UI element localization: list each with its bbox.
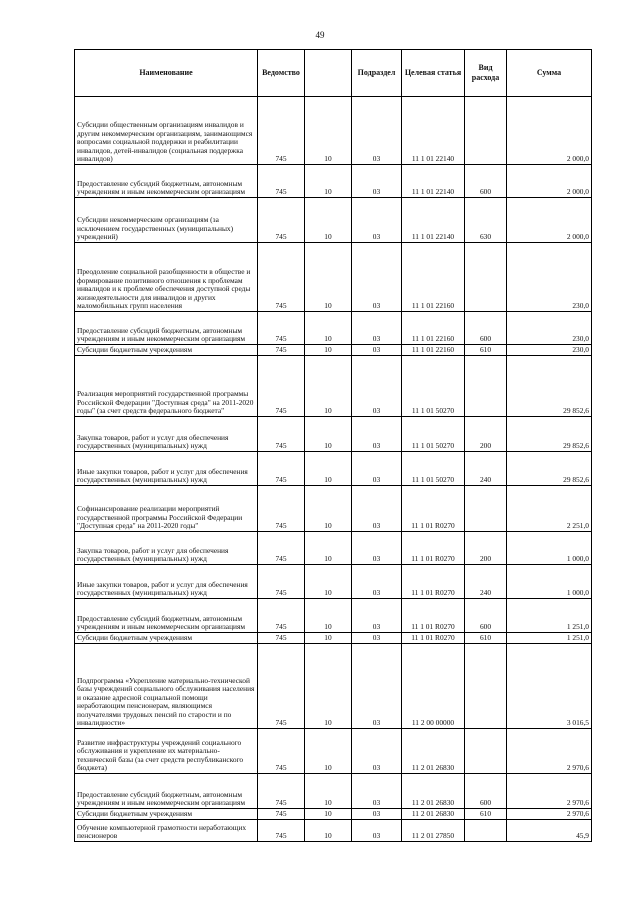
row-name: Предоставление субсидий бюджетным, автономным учреждениям и иным некоммерческим организациям xyxy=(75,312,258,345)
row-section: 10 xyxy=(305,809,352,820)
row-subsection: 03 xyxy=(352,312,402,345)
row-name: Обучение компьютерной грамотности неработающих пенсионеров xyxy=(75,820,258,842)
row-expense: 240 xyxy=(465,565,507,599)
table-row xyxy=(75,97,592,165)
row-dept: 745 xyxy=(258,532,305,565)
row-section: 10 xyxy=(305,243,352,312)
row-subsection: 03 xyxy=(352,97,402,165)
row-expense xyxy=(465,243,507,312)
row-section: 10 xyxy=(305,417,352,452)
row-sum: 45,9 xyxy=(507,820,592,842)
row-name: Закупка товаров, работ и услуг для обеспечения государственных (муниципальных) нужд xyxy=(75,417,258,452)
row-subsection: 03 xyxy=(352,644,402,729)
row-target: 11 1 01 50270 xyxy=(402,417,465,452)
row-dept: 745 xyxy=(258,633,305,644)
row-section: 10 xyxy=(305,644,352,729)
row-subsection: 03 xyxy=(352,774,402,809)
row-subsection: 03 xyxy=(352,452,402,486)
row-target: 11 1 01 50270 xyxy=(402,452,465,486)
row-target: 11 2 01 26830 xyxy=(402,774,465,809)
table-row xyxy=(75,243,592,312)
table-row xyxy=(75,165,592,198)
row-name: Предоставление субсидий бюджетным, автономным учреждениям и иным некоммерческим организациям xyxy=(75,774,258,809)
row-target: 11 1 01 R0270 xyxy=(402,532,465,565)
row-dept: 745 xyxy=(258,599,305,633)
row-target: 11 2 01 26830 xyxy=(402,729,465,774)
row-dept: 745 xyxy=(258,312,305,345)
table-row xyxy=(75,312,592,345)
row-expense: 600 xyxy=(465,774,507,809)
row-expense: 600 xyxy=(465,165,507,198)
row-sum: 2 970,6 xyxy=(507,809,592,820)
row-target: 11 1 01 50270 xyxy=(402,356,465,417)
row-sum: 1 000,0 xyxy=(507,565,592,599)
row-sum: 2 970,6 xyxy=(507,729,592,774)
header-subsection: Подраздел xyxy=(352,50,402,97)
row-sum: 230,0 xyxy=(507,345,592,356)
row-target: 11 1 01 22140 xyxy=(402,97,465,165)
row-expense xyxy=(465,729,507,774)
row-section: 10 xyxy=(305,486,352,532)
row-target: 11 1 01 22160 xyxy=(402,345,465,356)
row-name: Предоставление субсидий бюджетным, автономным учреждениям и иным некоммерческим организациям xyxy=(75,165,258,198)
row-section: 10 xyxy=(305,565,352,599)
row-name: Предоставление субсидий бюджетным, автономным учреждениям и иным некоммерческим организациям xyxy=(75,599,258,633)
header-expense: Вид расхода xyxy=(465,50,507,97)
row-sum: 2 251,0 xyxy=(507,486,592,532)
row-dept: 745 xyxy=(258,809,305,820)
row-expense: 200 xyxy=(465,532,507,565)
table-row xyxy=(75,356,592,417)
row-target: 11 1 01 22140 xyxy=(402,165,465,198)
table-row xyxy=(75,532,592,565)
row-expense: 200 xyxy=(465,417,507,452)
row-section: 10 xyxy=(305,532,352,565)
row-subsection: 03 xyxy=(352,532,402,565)
budget-table xyxy=(74,49,592,842)
row-dept: 745 xyxy=(258,729,305,774)
table-row xyxy=(75,820,592,842)
row-section: 10 xyxy=(305,312,352,345)
page-number: 49 xyxy=(315,30,325,40)
row-subsection: 03 xyxy=(352,599,402,633)
table-row xyxy=(75,452,592,486)
row-target: 11 1 01 22160 xyxy=(402,312,465,345)
table-row xyxy=(75,644,592,729)
row-section: 10 xyxy=(305,599,352,633)
row-dept: 745 xyxy=(258,644,305,729)
row-subsection: 03 xyxy=(352,565,402,599)
row-section: 10 xyxy=(305,198,352,243)
row-expense: 600 xyxy=(465,312,507,345)
row-dept: 745 xyxy=(258,452,305,486)
row-name: Иные закупки товаров, работ и услуг для обеспечения государственных (муниципальных) нужд xyxy=(75,565,258,599)
row-name: Софинансирование реализации мероприятий государственной программы Российской Федерации "Доступная среда" на 2011-2020 годы" xyxy=(75,486,258,532)
row-section: 10 xyxy=(305,820,352,842)
row-section: 10 xyxy=(305,774,352,809)
row-section: 10 xyxy=(305,165,352,198)
header-name: Наименование xyxy=(75,50,258,97)
table-row xyxy=(75,417,592,452)
row-subsection: 03 xyxy=(352,243,402,312)
table-header-row xyxy=(75,50,592,97)
row-name: Иные закупки товаров, работ и услуг для обеспечения государственных (муниципальных) нужд xyxy=(75,452,258,486)
row-section: 10 xyxy=(305,729,352,774)
row-subsection: 03 xyxy=(352,198,402,243)
row-expense: 610 xyxy=(465,633,507,644)
row-name: Субсидии некоммерческим организациям (за исключением государственных (муниципальных) учреждений) xyxy=(75,198,258,243)
row-subsection: 03 xyxy=(352,486,402,532)
row-expense xyxy=(465,356,507,417)
row-expense: 240 xyxy=(465,452,507,486)
row-name: Субсидии общественным организациям инвалидов и другим некоммерческим организациям, занимающимся вопросами социальной поддержки и реабилитации инвалидов, детей-инвалидов (социальная поддержка инвалидов) xyxy=(75,97,258,165)
row-expense: 610 xyxy=(465,345,507,356)
row-target: 11 1 01 22160 xyxy=(402,243,465,312)
row-sum: 29 852,6 xyxy=(507,452,592,486)
row-target: 11 1 01 R0270 xyxy=(402,565,465,599)
row-target: 11 2 00 00000 xyxy=(402,644,465,729)
row-expense xyxy=(465,97,507,165)
row-subsection: 03 xyxy=(352,820,402,842)
row-name: Развитие инфраструктуры учреждений социального обслуживания и укрепление их материально-технической базы (за счет средств республиканского бюджета) xyxy=(75,729,258,774)
row-dept: 745 xyxy=(258,417,305,452)
row-expense: 600 xyxy=(465,599,507,633)
table-row xyxy=(75,774,592,809)
header-dept: Ведомство xyxy=(258,50,305,97)
row-sum: 2 970,6 xyxy=(507,774,592,809)
row-expense: 610 xyxy=(465,809,507,820)
row-section: 10 xyxy=(305,356,352,417)
row-subsection: 03 xyxy=(352,345,402,356)
table-row xyxy=(75,809,592,820)
row-subsection: 03 xyxy=(352,633,402,644)
row-dept: 745 xyxy=(258,565,305,599)
header-section xyxy=(305,50,352,97)
row-target: 11 1 01 R0270 xyxy=(402,599,465,633)
row-sum: 2 000,0 xyxy=(507,97,592,165)
row-expense: 630 xyxy=(465,198,507,243)
row-sum: 29 852,6 xyxy=(507,356,592,417)
row-target: 11 1 01 22140 xyxy=(402,198,465,243)
table-row xyxy=(75,345,592,356)
table-row xyxy=(75,599,592,633)
row-dept: 745 xyxy=(258,774,305,809)
row-target: 11 2 01 26830 xyxy=(402,809,465,820)
row-sum: 1 251,0 xyxy=(507,599,592,633)
row-sum: 29 852,6 xyxy=(507,417,592,452)
row-sum: 230,0 xyxy=(507,243,592,312)
table-row xyxy=(75,198,592,243)
row-sum: 1 000,0 xyxy=(507,532,592,565)
table-row xyxy=(75,729,592,774)
row-subsection: 03 xyxy=(352,729,402,774)
row-dept: 745 xyxy=(258,345,305,356)
row-expense xyxy=(465,820,507,842)
row-subsection: 03 xyxy=(352,165,402,198)
table-row xyxy=(75,633,592,644)
row-sum: 2 000,0 xyxy=(507,198,592,243)
row-dept: 745 xyxy=(258,198,305,243)
row-section: 10 xyxy=(305,633,352,644)
row-subsection: 03 xyxy=(352,809,402,820)
row-expense xyxy=(465,486,507,532)
row-name: Закупка товаров, работ и услуг для обеспечения государственных (муниципальных) нужд xyxy=(75,532,258,565)
header-sum: Сумма xyxy=(507,50,592,97)
row-name: Преодоление социальной разобщенности в обществе и формирование позитивного отношения к проблемам инвалидов и к проблеме обеспечения доступной среды жизнедеятельности для инвалидов и других маломобильных групп населения xyxy=(75,243,258,312)
row-dept: 745 xyxy=(258,486,305,532)
table-row xyxy=(75,486,592,532)
row-subsection: 03 xyxy=(352,356,402,417)
row-name: Субсидии бюджетным учреждениям xyxy=(75,345,258,356)
row-target: 11 2 01 27850 xyxy=(402,820,465,842)
row-name: Реализация мероприятий государственной программы Российской Федерации "Доступная среда" на 2011-2020 годы" (за счет средств федерального бюджета" xyxy=(75,356,258,417)
row-section: 10 xyxy=(305,345,352,356)
row-section: 10 xyxy=(305,452,352,486)
row-subsection: 03 xyxy=(352,417,402,452)
row-name: Подпрограмма «Укрепление материально-технической базы учреждений социального обслуживания населения и оказание адресной социальной помощи неработающим пенсионерам, являющимся получателями трудовых пенсий по старости и по инвалидности» xyxy=(75,644,258,729)
row-dept: 745 xyxy=(258,243,305,312)
row-name: Субсидии бюджетным учреждениям xyxy=(75,633,258,644)
row-dept: 745 xyxy=(258,165,305,198)
row-sum: 230,0 xyxy=(507,312,592,345)
row-sum: 2 000,0 xyxy=(507,165,592,198)
row-target: 11 1 01 R0270 xyxy=(402,486,465,532)
row-name: Субсидии бюджетным учреждениям xyxy=(75,809,258,820)
table-row xyxy=(75,565,592,599)
row-section: 10 xyxy=(305,97,352,165)
row-dept: 745 xyxy=(258,356,305,417)
row-expense xyxy=(465,644,507,729)
header-target: Целевая статья xyxy=(402,50,465,97)
row-target: 11 1 01 R0270 xyxy=(402,633,465,644)
row-dept: 745 xyxy=(258,97,305,165)
row-dept: 745 xyxy=(258,820,305,842)
row-sum: 3 016,5 xyxy=(507,644,592,729)
row-sum: 1 251,0 xyxy=(507,633,592,644)
